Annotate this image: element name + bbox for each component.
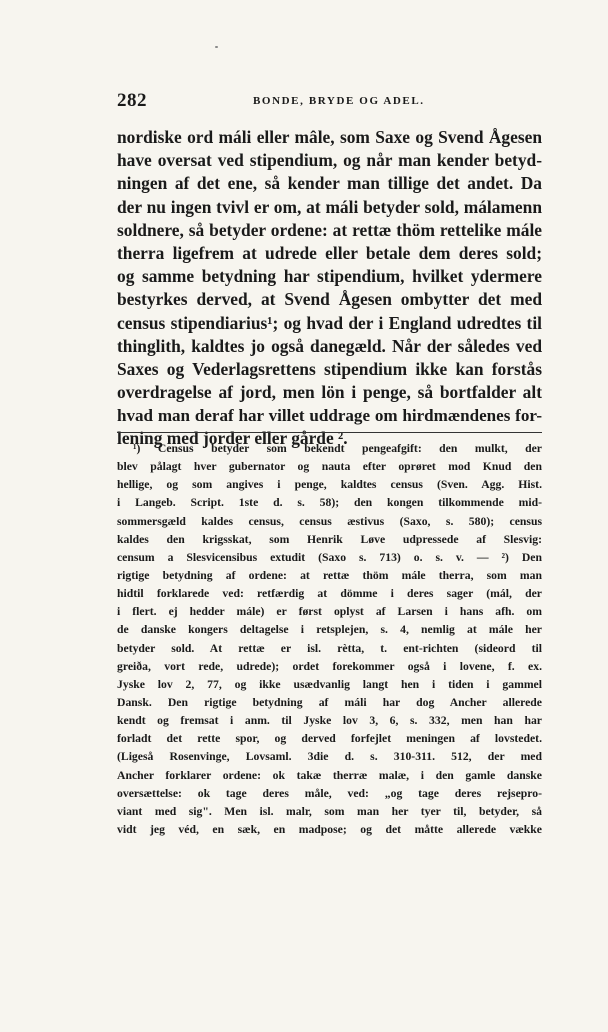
footnote-line: blev pålagt hver gubernator og nauta efter oprøret mod Knud den [117,460,542,474]
footnote-line: rigtige betydning af ordene: at rettæ thöm mále therra, som man [117,568,542,582]
footnote-line: Dansk. Den rigtige betydning af máli har dog Ancher allerede [117,695,542,709]
footnote-line: betyder sold. At rettæ er isl. rètta, t. ent-richten (sideord til [117,641,542,655]
footnote-line: i Langeb. Script. 1ste d. s. 58); den kongen tilkommende mid- [117,496,542,510]
footnotes [117,440,542,839]
page-speck [215,46,218,48]
footnote-line: ¹) Census betyder som bekendt pengeafgift: den mulkt, der [133,442,542,455]
footnote-line: de danske kongers deltagelse i retsplejen, s. 4, nemlig at mále her [117,623,542,637]
text-line: thinglith, kaldtes jo også danegæld. Når der således ved [117,335,542,356]
footnote-line: hellige, og som angives i penge, kaldtes census (Sven. Agg. Hist. [117,478,542,492]
footnote-line: hidtil forklarede ved: retfærdig at dömme i deres sager (mál, der [117,587,542,601]
footnote-line: Ancher forklarer ordene: ok takæ therræ malæ, i den gamle danske [117,768,542,782]
footnote-line: sommersgæld kaldes census, census æstivus (Saxo, s. 580); census [117,514,542,528]
footnote-line: kendt og fremsat i anm. til Jyske lov 3, 6, s. 332, men han har [117,714,542,728]
text-line: lening med jorder eller gårde ². [117,428,348,449]
text-line: og samme betydning har stipendium, hvilket ydermere [117,266,542,287]
text-line: hvad man deraf har villet uddrage om hirdmændenes for- [117,406,542,426]
running-head: BONDE, BRYDE OG ADEL. [253,95,425,107]
text-line: census stipendiarius¹; og hvad der i England udredtes til [117,312,542,333]
footnote-line: viant med sig". Men isl. malr, som man her tyer til, betyder, så [117,804,542,818]
footnote-line: kaldes den krigsskat, som Henrik Løve udpressede af Slesvig: [117,532,542,546]
text-line: nordiske ord máli eller mâle, som Saxe og Svend Ågesen [117,127,542,147]
footnote-line: i flert. ej hedder mále) er først oplyst af Larsen i hans afh. om [117,605,542,619]
footnote-line: censum a Slesvicensibus extudit (Saxo s. 713) o. s. v. — ²) Den [117,550,542,564]
footnote-line: forladt det rette spor, og derved forfejlet meningen af lovstedet. [117,732,542,746]
footnote-line: oversættelse: ok tage deres måle, ved: „og tage deres rejsepro- [117,786,542,800]
footnote-line: vidt jeg véd, en sæk, en madpose; og det måtte allerede vække [117,822,542,836]
text-line: Saxes og Vederlagsrettens stipendium ikke kan forstås [117,358,542,379]
text-line: soldnere, så betyder ordene: at rettæ thöm rettelike mále [117,219,542,240]
text-line: ningen af det ene, så kender man tillige det andet. Da [117,173,542,194]
text-line: overdragelse af jord, men lön i penge, så bortfalder alt [117,382,542,403]
text-line: der nu ingen tvivl er om, at máli betyder sold, málamenn [117,196,542,217]
text-line: bestyrkes derved, at Svend Ågesen ombytter det med [117,289,542,310]
main-text [117,126,542,451]
page-number: 282 [117,90,147,111]
text-line: therra ligefrem at udrede eller betale dem deres sold; [117,242,542,263]
page-header [117,90,541,112]
footnote-line: (Ligeså Rosenvinge, Lovsaml. 3die d. s. 310-311. 512, der med [117,750,542,764]
text-line: have oversat ved stipendium, og når man kender betyd- [117,150,542,171]
footnote-rule [117,432,542,433]
footnote-line: Jyske lov 2, 77, og ikke usædvanlig langt hen i tiden i gammel [117,677,542,691]
footnote-line: greiða, vort rede, udrede); ordet forekommer også i lovene, f. ex. [117,659,542,673]
